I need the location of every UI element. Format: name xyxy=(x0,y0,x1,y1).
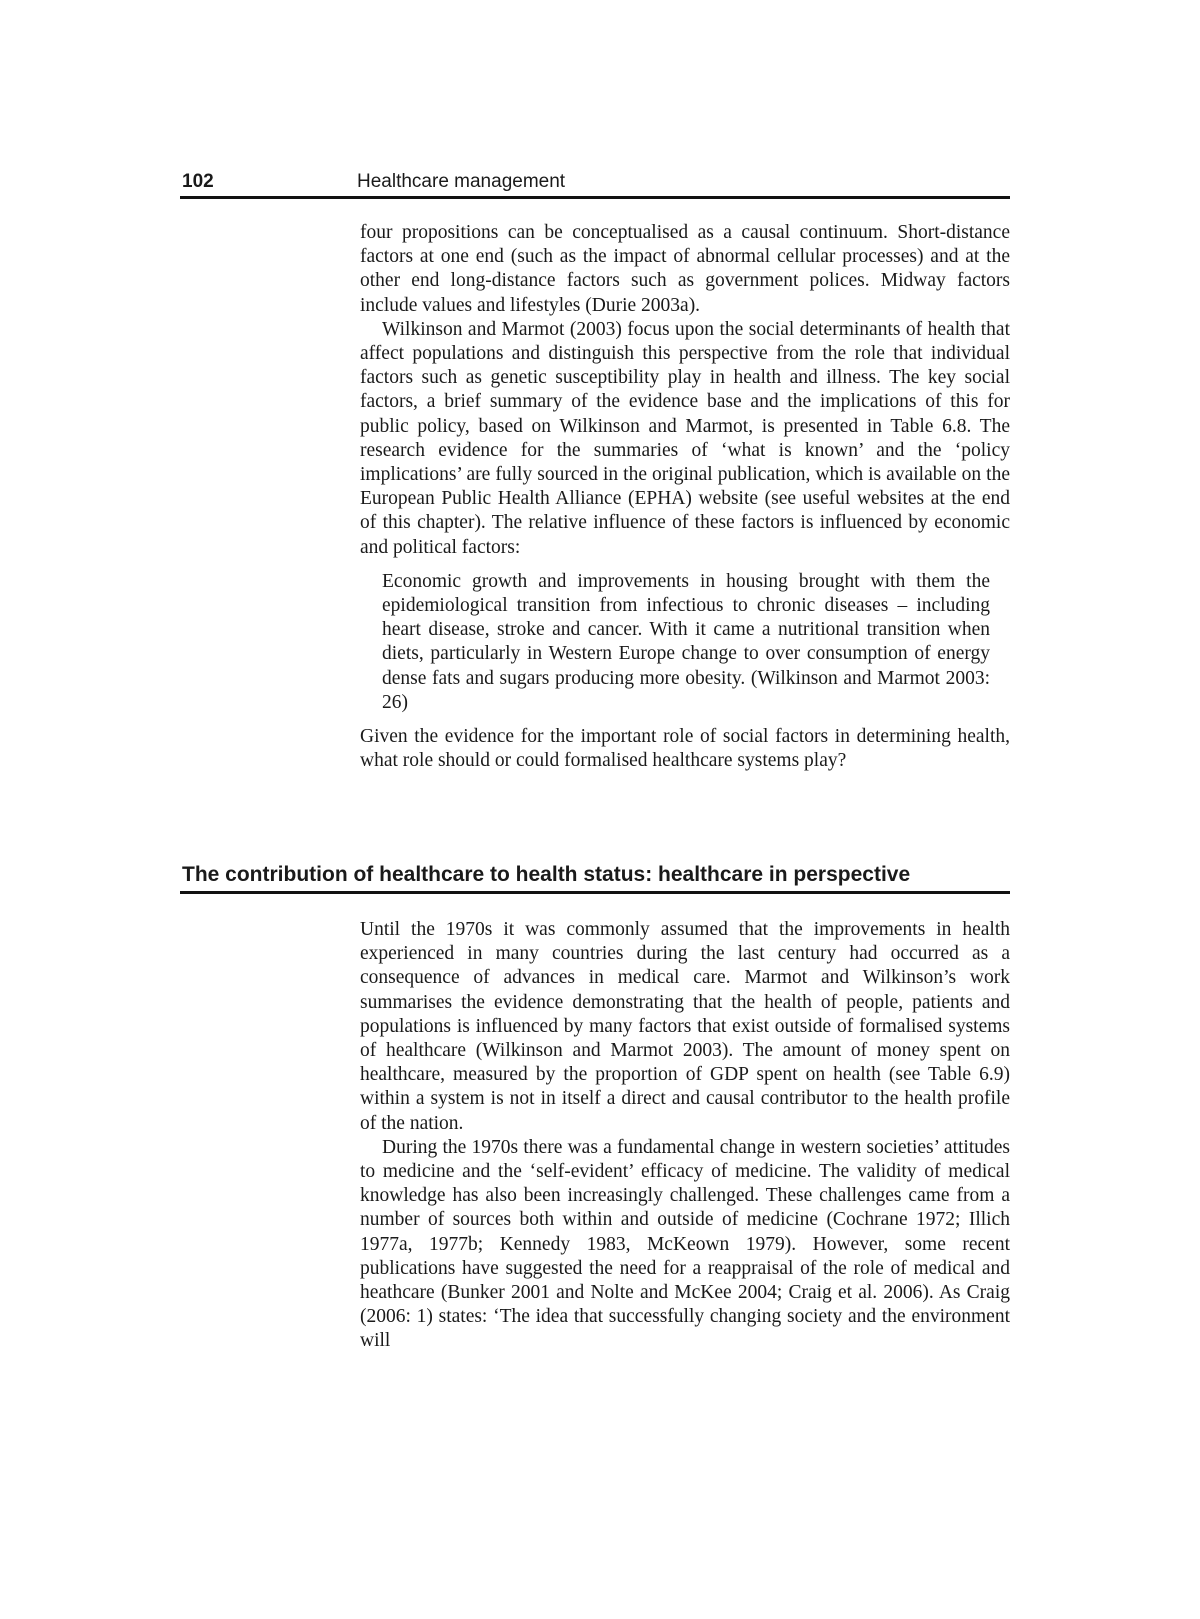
running-title: Healthcare management xyxy=(357,171,566,192)
body-paragraph: During the 1970s there was a fundamental change in western societies’ attitudes to medicine and the ‘self-evident’ efficacy of medicine. The validity of medical knowledge has also been increasingly challenged. These challenges came from a number of sources both within and outside of medicine (Cochrane 1972; Illich 1977a, 1977b; Kennedy 1983, McKeown 1979). However, some recent publications have suggested the need for a reappraisal of the role of medical and heathcare (Bunker 2001 and Nolte and McKee 2004; Craig et al. 2006). As Craig (2006: 1) states: ‘The idea that successfully changing society and the environment will xyxy=(360,1136,1010,1352)
body-paragraph: Until the 1970s it was commonly assumed that the improvements in health experienced in many countries during the last century had occurred as a consequence of advances in medical care. Marmot and Wilkinson’s work summarises the evidence demonstrating that the health of people, patients and populations is influenced by many factors that exist outside of formalised systems of healthcare (Wilkinson and Marmot 2003). The amount of money spent on healthcare, measured by the proportion of GDP spent on health (see Table 6.9) within a system is not in itself a direct and causal contributor to the health profile of the nation. xyxy=(360,919,1010,1134)
header-rule xyxy=(180,196,1010,199)
page-number: 102 xyxy=(182,171,214,192)
section-rule xyxy=(180,891,1010,894)
upper-body-text xyxy=(360,221,1010,773)
body-paragraph: Wilkinson and Marmot (2003) focus upon the social determinants of health that affect populations and distinguish this perspective from the role that individual factors such as genetic susceptibility play in health and illness. The key social factors, a brief summary of the evidence base and the implications of this for public policy, based on Wilkinson and Marmot, is presented in Table 6.8. The research evidence for the summaries of ‘what is known’ and the ‘policy implications’ are fully sourced in the original publication, which is available on the European Public Health Alliance (EPHA) website (see useful websites at the end of this chapter). The relative influence of these factors is influenced by economic and political factors: xyxy=(360,318,1010,558)
block-quote: Economic growth and improvements in housing brought with them the epidemiological transition from infectious to chronic diseases – including heart disease, stroke and cancer. With it came a nutritional transition when diets, particularly in Western Europe change to over consumption of energy dense fats and sugars producing more obesity. (Wilkinson and Marmot 2003: 26) xyxy=(382,570,990,713)
section-heading: The contribution of healthcare to health status: healthcare in perspective xyxy=(182,863,911,886)
body-paragraph: four propositions can be conceptualised as a causal continuum. Short-distance factors at one end (such as the impact of abnormal cellular processes) and at the other end long-distance factors such as government polices. Midway factors include values and lifestyles (Durie 2003a). xyxy=(360,222,1010,316)
lower-body-text xyxy=(360,918,1010,1354)
body-paragraph: Given the evidence for the important role of social factors in determining health, what role should or could formalised healthcare systems play? xyxy=(360,726,1010,772)
running-head xyxy=(182,171,1010,193)
